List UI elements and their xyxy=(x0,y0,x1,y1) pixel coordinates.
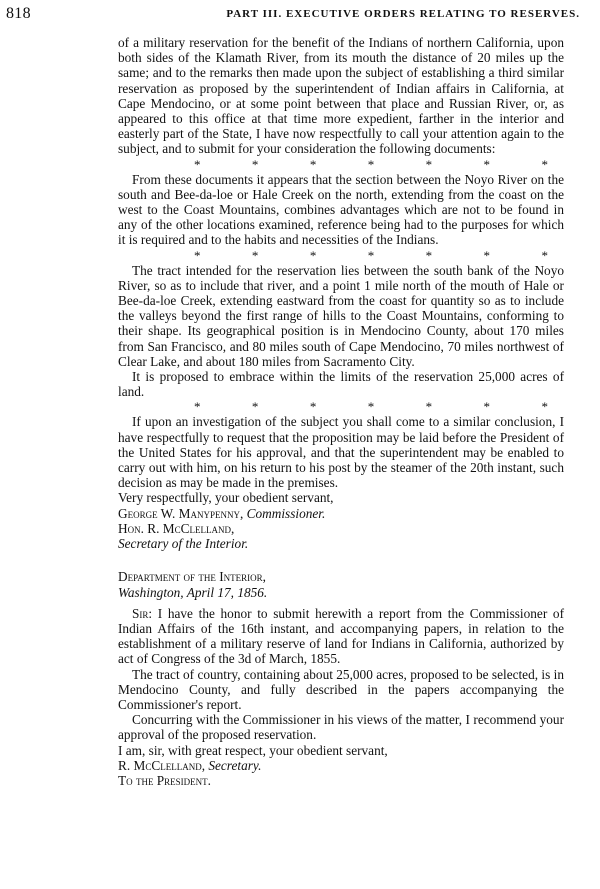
signer-title: Secretary. xyxy=(208,757,262,773)
letter2-paragraph: Concurring with the Commissioner in his views of the matter, I recommend your approval of the proposed reservation. xyxy=(118,712,564,743)
letter2-paragraph: The tract of country, containing about 25,000 acres, proposed to be selected, is in Mendocino County, and fully described in the papers accompanying the Commissioner's report. xyxy=(118,666,564,712)
star: * xyxy=(309,247,317,263)
star: * xyxy=(541,156,548,172)
star: * xyxy=(251,247,259,263)
letter2-place-date: Washington, April 17, 1856. xyxy=(118,584,268,600)
addressee-name: Hon. R. McClelland, xyxy=(118,520,235,536)
letter1-paragraph: If upon an investigation of the subject you shall come to a similar conclusion, I have respectfully to request that the proposition may be laid before the President of the United States for his approval, and that the superintendent may be enabled to carry out with him, on his return to his post by the steamer of the 20th instant, such decision as may be made in the premises. xyxy=(118,414,564,491)
star: * xyxy=(194,247,201,263)
letter2-closing: I am, sir, with great respect, your obedient servant, xyxy=(118,742,388,758)
letter1-paragraph: The tract intended for the reservation lies between the south bank of the Noyo River, so as to include that river, and a point 1 mile north of the mouth of Hale or Bee-da-loe Creek, extending eastward from the coast for quantity so as to include the valleys beyond the first range of hills to the Coast Mountains, conforming to their shape. Its geographical position is in Mendocino County, about 170 miles from San Francisco, and 80 miles south of Cape Mendocino, 70 miles northwest of Clear Lake, and about 180 miles from Sacramento City. xyxy=(118,262,564,369)
star: * xyxy=(194,399,201,415)
signer-name: R. McClelland, xyxy=(118,757,206,773)
letter1-addressee xyxy=(118,521,564,536)
star: * xyxy=(541,399,548,415)
page-number: 818 xyxy=(6,5,31,22)
star: * xyxy=(483,247,491,263)
letter1-paragraph: From these documents it appears that the section between the Noyo River on the south and Bee-da-loe or Hale Creek on the north, extending from the coast on the west to the Coast Mountains, combines advantages which are not to be found in any of the other locations examined, reference being had to the purposes for which it is required and to the habits and necessities of the Indians. xyxy=(118,171,564,248)
star: * xyxy=(367,156,375,172)
star: * xyxy=(483,399,491,415)
running-head: PART III. EXECUTIVE ORDERS RELATING TO RESERVES. xyxy=(226,8,580,20)
star: * xyxy=(367,399,375,415)
letter2-signature xyxy=(118,758,564,773)
star: * xyxy=(425,399,433,415)
salutation: Sir: xyxy=(132,605,153,621)
star: * xyxy=(251,399,259,415)
letter1-paragraph: of a military reservation for the benefit of the Indians of northern California, upon both sides of the Klamath River, from its mouth the distance of 20 miles up the same; and to the remarks then made upon the subject of establishing a third similar reservation as proposed by the superintendent of Indian affairs in California, at Cape Mendocino, or at some point between that place and Russian River, or, as appeared to this office at that time more expedient, farther in the interior and easterly part of the State, I have now respectfully to call your attention again to the subject, and to submit for your consideration the following documents: xyxy=(118,35,564,157)
addressee-title: Secretary of the Interior. xyxy=(118,536,249,552)
signer-name: George W. Manypenny, xyxy=(118,505,244,521)
letter2-department xyxy=(118,569,564,584)
department-name: Department of the Interior, xyxy=(118,569,266,585)
letter1-signature xyxy=(118,506,564,521)
ellipsis-stars xyxy=(118,248,564,263)
letter2-paragraph xyxy=(118,606,564,667)
ellipsis-stars xyxy=(118,399,564,414)
signer-title: Commissioner. xyxy=(246,505,326,521)
letter1-closing: Very respectfully, your obedient servant, xyxy=(118,490,334,506)
letter1-paragraph: It is proposed to embrace within the limits of the reservation 25,000 acres of land. xyxy=(118,369,564,400)
star: * xyxy=(309,156,317,172)
star: * xyxy=(367,247,375,263)
star: * xyxy=(425,156,433,172)
ellipsis-stars xyxy=(118,157,564,172)
star: * xyxy=(483,156,491,172)
star: * xyxy=(425,247,433,263)
page-body xyxy=(118,35,564,788)
star: * xyxy=(309,399,317,415)
letter2-paragraph-text: I have the honor to submit herewith a report from the Commissioner of Indian Affairs of the 16th instant, and accompanying papers, in relation to the establishment of a military reserve of land for Indians in California, authorized by act of Congress of the 3d of March, 1855. xyxy=(118,605,564,667)
letter2-recipient: To the President. xyxy=(118,772,211,788)
star: * xyxy=(251,156,259,172)
star: * xyxy=(194,156,201,172)
star: * xyxy=(541,247,548,263)
